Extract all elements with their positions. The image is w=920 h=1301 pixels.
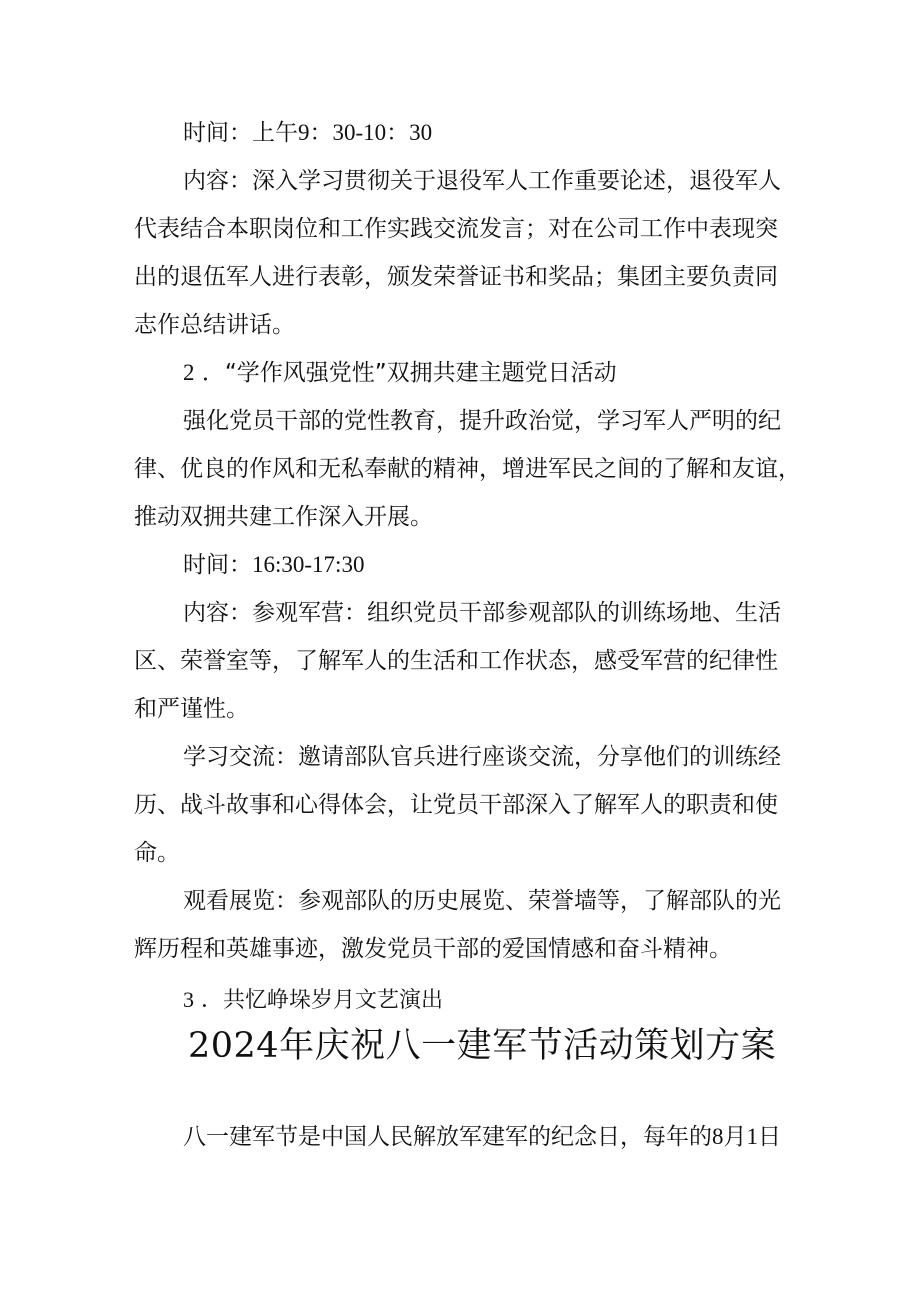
document-title: 2024年庆祝八一建军节活动策划方案 — [188, 1026, 777, 1066]
section2-exchange-line: 历、战斗故事和心得体会，让党员干部深入了解军人的职责和使 — [134, 792, 778, 818]
section2-exchange-line: 命。 — [134, 840, 180, 866]
intro-date: 8月1日 — [712, 1124, 781, 1149]
section2-content-line: 区、荣誉室等，了解军人的生活和工作状态，感受军营的纪律性 — [134, 648, 778, 674]
time-label: 时间： — [183, 552, 252, 578]
section2-heading — [183, 358, 617, 388]
heading-number: 3 — [183, 987, 194, 1012]
heading-text: ．“学作风强党性”双拥共建主题党日活动 — [201, 360, 617, 386]
section1-content-line: 志作总结讲话。 — [134, 312, 295, 338]
heading-text: ．共忆峥垛岁月文艺演出 — [201, 988, 444, 1013]
section2-content-line: 和严谨性。 — [134, 696, 249, 722]
intro-line — [183, 1122, 781, 1152]
intro-text: 八一建军节是中国人民解放军建军的纪念日，每年的 — [183, 1124, 712, 1150]
section1-content-line: 内容：深入学习贯彻关于退役军人工作重要论述，退役军人 — [183, 168, 781, 194]
time-value: 9：30-10：30 — [298, 120, 433, 145]
section2-exhibition-line: 辉历程和英雄事迹，激发党员干部的爱国情感和奋斗精神。 — [134, 936, 732, 962]
section2-exhibition-line: 观看展览：参观部队的历史展览、荣誉墙等，了解部队的光 — [183, 888, 781, 914]
time-value: 16:30-17:30 — [252, 552, 365, 577]
section2-content-line: 内容：参观军营：组织党员干部参观部队的训练场地、生活 — [183, 600, 781, 626]
time-label: 时间：上午 — [183, 120, 298, 146]
section2-time — [183, 550, 364, 580]
section3-heading — [183, 985, 443, 1016]
heading-number: 2 — [183, 360, 195, 385]
section2-intro-line: 律、优良的作风和无私奉献的精神，增进军民之间的了解和友谊， — [134, 456, 801, 482]
section1-content-line: 代表结合本职岗位和工作实践交流发言；对在公司工作中表现突 — [134, 216, 778, 242]
section1-content-line: 出的退伍军人进行表彰，颁发荣誉证书和奖品；集团主要负责同 — [134, 264, 778, 290]
section1-time — [183, 118, 432, 148]
section2-exchange-line: 学习交流：邀请部队官兵进行座谈交流，分享他们的训练经 — [183, 744, 781, 770]
section2-intro-line: 推动双拥共建工作深入开展。 — [134, 504, 433, 530]
section2-intro-line: 强化党员干部的党性教育，提升政治觉，学习军人严明的纪 — [183, 408, 781, 434]
